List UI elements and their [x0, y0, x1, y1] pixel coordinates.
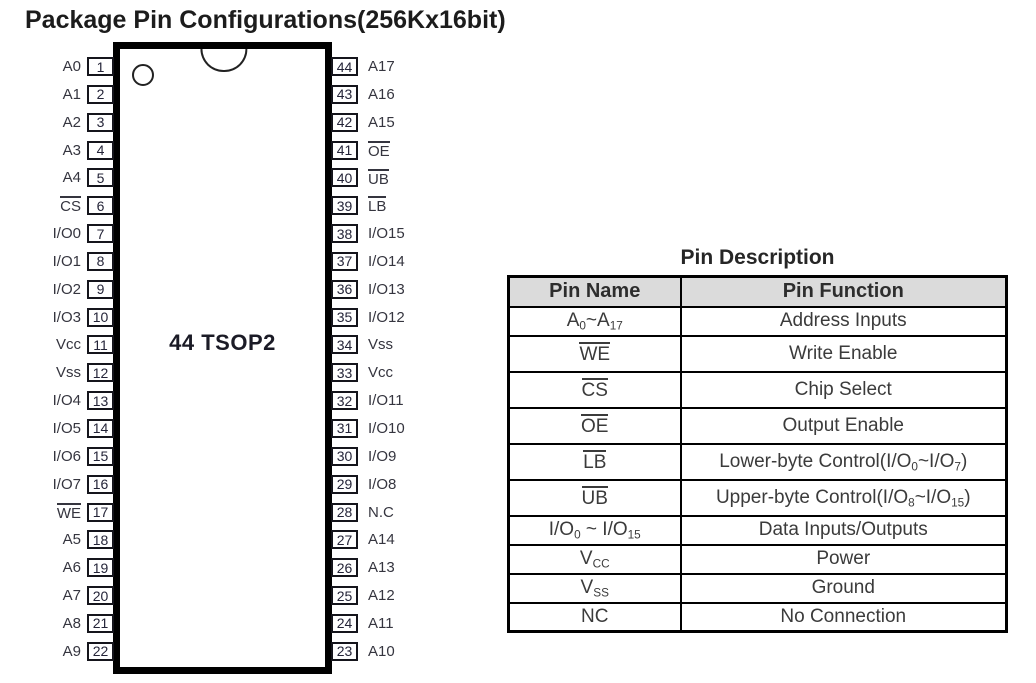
pin-number: 26 — [336, 559, 353, 576]
pin-row — [331, 335, 481, 354]
text: CS — [581, 379, 608, 401]
pin-row — [331, 642, 481, 661]
pin-signal-label: A15 — [368, 113, 395, 131]
pin-number-box — [331, 168, 358, 187]
pin-signal-label: A9 — [62, 642, 81, 660]
pin-row — [331, 614, 481, 633]
pin-name-cell — [509, 372, 681, 408]
text: Chip Select — [794, 378, 892, 400]
subscript-text: 15 — [627, 528, 641, 542]
pin-number: 20 — [92, 587, 109, 604]
package-notch — [200, 49, 247, 72]
pin-row — [331, 57, 481, 76]
pin-number: 27 — [336, 531, 353, 548]
pin-number-box — [87, 475, 114, 494]
subscript-text: 15 — [951, 495, 965, 509]
pin-number-box — [87, 419, 114, 438]
pin-description-section — [507, 246, 1008, 633]
pin-number: 10 — [92, 309, 109, 326]
pin-number-box — [331, 113, 358, 132]
pin-name-cell — [509, 545, 681, 574]
pin-name — [580, 548, 610, 569]
pin-row — [18, 447, 114, 466]
pin-number-box — [87, 614, 114, 633]
pin-number: 33 — [336, 364, 353, 381]
pin-number: 23 — [336, 643, 353, 660]
pin-name — [583, 450, 606, 473]
text: Ground — [811, 577, 875, 598]
pin-number-box — [87, 196, 114, 215]
pin-signal-label: A8 — [62, 614, 81, 632]
text: LB — [583, 451, 607, 473]
pin-function-cell — [681, 516, 1007, 545]
pin-row — [18, 363, 114, 382]
pin-number: 36 — [336, 281, 353, 298]
pin-signal-label: CS — [60, 198, 81, 216]
pin-signal-label: A5 — [62, 531, 81, 549]
pin-number: 13 — [92, 392, 109, 409]
subscript-text: CC — [592, 557, 610, 571]
table-row — [509, 480, 1007, 516]
pin-name — [581, 414, 608, 437]
pin-signal-label: I/O3 — [52, 308, 81, 326]
pin-number: 41 — [336, 142, 353, 159]
pin-number-box — [331, 558, 358, 577]
pin-signal-label: I/O10 — [368, 419, 405, 437]
text: WE — [579, 343, 611, 365]
pin-number: 6 — [96, 197, 105, 214]
pin-row — [331, 224, 481, 243]
pin-row — [331, 391, 481, 410]
pin-column-left — [18, 57, 114, 661]
pin-signal-label: A7 — [62, 587, 81, 605]
pin-row — [18, 614, 114, 633]
pin-number-box — [87, 113, 114, 132]
text: ~A — [585, 310, 610, 331]
pin-signal-label: A3 — [62, 141, 81, 159]
pin-signal-label: Vss — [55, 364, 81, 382]
pin-description-title: Pin Description — [680, 246, 835, 269]
pin-number-box — [87, 363, 114, 382]
subscript-text: 17 — [609, 319, 623, 333]
pin-number-box — [331, 614, 358, 633]
pin-function-cell — [681, 545, 1007, 574]
pin-signal-label: LB — [368, 198, 387, 216]
pin-name — [581, 577, 609, 598]
pin-name-cell — [509, 603, 681, 632]
pin-signal-label: A16 — [368, 85, 395, 103]
pin-signal-label: UB — [368, 170, 389, 188]
subscript-text: 7 — [954, 459, 961, 473]
pin-number-box — [331, 642, 358, 661]
pin-number-box — [87, 85, 114, 104]
text: ~I/O — [914, 486, 952, 508]
pin-number: 35 — [336, 309, 353, 326]
pin-row — [331, 141, 481, 160]
pin-name-cell — [509, 307, 681, 336]
pin-number: 4 — [96, 142, 105, 159]
pin-number-box — [87, 530, 114, 549]
pin-number: 16 — [92, 476, 109, 493]
text: NC — [581, 605, 609, 627]
text: V — [580, 577, 594, 598]
pin-signal-label: I/O6 — [52, 447, 81, 465]
pin-row — [18, 335, 114, 354]
pin-function-cell — [681, 336, 1007, 372]
pin-row — [18, 113, 114, 132]
text: Address Inputs — [779, 310, 907, 331]
pin-number: 30 — [336, 448, 353, 465]
pin-name-cell — [509, 574, 681, 603]
pin-number: 44 — [336, 58, 353, 75]
pin-number: 39 — [336, 197, 353, 214]
pin-name-cell — [509, 408, 681, 444]
pin-number: 17 — [92, 504, 109, 520]
pin-name-cell — [509, 336, 681, 372]
pin-number: 25 — [336, 587, 353, 604]
text: ) — [964, 486, 971, 508]
pin-number-box — [331, 335, 358, 354]
pin-name — [579, 342, 610, 365]
pin-signal-label: A0 — [62, 58, 81, 75]
pin-name-cell — [509, 444, 681, 480]
pin-row — [331, 85, 481, 104]
pin-signal-label: A4 — [62, 169, 81, 187]
pin-row — [18, 475, 114, 494]
pin-number: 19 — [92, 559, 109, 576]
pin-number-box — [87, 503, 114, 522]
pin-signal-label: I/O15 — [368, 225, 405, 243]
pin-row — [331, 586, 481, 605]
pin-row — [331, 475, 481, 494]
pin-row — [18, 85, 114, 104]
text: Output Enable — [782, 414, 904, 436]
pin-signal-label: A11 — [368, 614, 394, 632]
pin-number-box — [331, 224, 358, 243]
table-row — [509, 408, 1007, 444]
pin-signal-label: A14 — [368, 531, 395, 549]
subscript-text: 0 — [579, 319, 586, 333]
pin-row — [331, 363, 481, 382]
text: Lower-byte Control(I/O — [719, 450, 912, 472]
pin-number-box — [87, 391, 114, 410]
pin-signal-label: N.C — [368, 503, 394, 521]
pin-signal-label: A1 — [62, 85, 81, 103]
pin-number-box — [87, 558, 114, 577]
pin-row — [331, 503, 481, 522]
pin-signal-label: I/O12 — [368, 308, 405, 326]
pin-number: 1 — [96, 58, 105, 75]
pin-number-box — [87, 224, 114, 243]
pin-number: 43 — [336, 86, 353, 103]
pin-signal-label: I/O5 — [52, 419, 81, 437]
pin-row — [18, 224, 114, 243]
pin-number-box — [331, 586, 358, 605]
subscript-text: 0 — [574, 528, 581, 542]
pin-signal-label: I/O1 — [52, 252, 81, 270]
text: Upper-byte Control(I/O — [715, 486, 909, 508]
pin-row — [331, 558, 481, 577]
pin-number: 34 — [336, 336, 353, 353]
pin-row — [18, 280, 114, 299]
pin-name — [581, 606, 608, 627]
pin-number-box — [331, 57, 358, 76]
table-row — [509, 336, 1007, 372]
pin-number-box — [87, 280, 114, 299]
text: A — [566, 310, 580, 331]
pin-function-cell — [681, 480, 1007, 516]
column-header-pin-function: Pin Function — [681, 277, 1007, 307]
pin-signal-label: A2 — [62, 113, 81, 131]
pin-signal-label: I/O11 — [368, 392, 404, 410]
subscript-text: SS — [593, 586, 609, 600]
pin-row — [18, 196, 114, 215]
pin-row — [18, 586, 114, 605]
pin-number: 9 — [96, 281, 105, 298]
pin-name-cell — [509, 516, 681, 545]
pin-function-cell — [681, 408, 1007, 444]
pin-number-box — [87, 57, 114, 76]
pin-number: 12 — [92, 364, 109, 381]
pin-number-box — [331, 503, 358, 522]
pin-number: 22 — [92, 643, 109, 660]
pin-signal-label: I/O13 — [368, 280, 405, 298]
pin-number-box — [331, 391, 358, 410]
pin-row — [331, 530, 481, 549]
pin-row — [18, 141, 114, 160]
pin-number: 11 — [93, 336, 108, 353]
pin-row — [18, 503, 114, 522]
pin-number-box — [87, 168, 114, 187]
pin-signal-label: I/O0 — [52, 225, 81, 243]
pin-row — [331, 113, 481, 132]
pin-number-box — [87, 308, 114, 327]
pin-number: 5 — [96, 169, 105, 186]
text: I/O — [548, 519, 575, 540]
chip-package-outline — [113, 42, 332, 674]
pin-number: 42 — [336, 114, 353, 131]
pin-number-box — [331, 475, 358, 494]
pin-signal-label: WE — [56, 504, 81, 522]
pin-number-box — [87, 447, 114, 466]
package-type-label: 44 TSOP2 — [169, 330, 276, 355]
pin-signal-label: I/O14 — [368, 252, 405, 270]
text: V — [579, 548, 593, 569]
pin-number: 29 — [336, 476, 353, 493]
pin-number-box — [331, 252, 358, 271]
table-header-row — [509, 277, 1007, 307]
pin-number-box — [87, 335, 114, 354]
text: ~I/O — [917, 450, 955, 472]
pin-row — [331, 196, 481, 215]
pin-number-box — [87, 642, 114, 661]
pin-signal-label: A17 — [368, 58, 395, 75]
pin-signal-label: A6 — [62, 559, 81, 577]
text: No Connection — [780, 605, 907, 627]
text: Data Inputs/Outputs — [758, 519, 928, 540]
pin-signal-label: A12 — [368, 587, 395, 605]
pin-row — [18, 308, 114, 327]
subscript-text: 8 — [908, 495, 915, 509]
pin-number: 24 — [336, 615, 353, 632]
pin-row — [18, 57, 114, 76]
pin-name — [567, 310, 623, 331]
pin-signal-label: Vcc — [55, 336, 81, 354]
pin-number: 28 — [336, 504, 353, 520]
table-row — [509, 444, 1007, 480]
pin-number: 7 — [96, 225, 105, 242]
pin-function-cell — [681, 444, 1007, 480]
pin-number-box — [331, 530, 358, 549]
pin-signal-label: I/O7 — [52, 475, 81, 493]
pin-name — [582, 378, 608, 401]
pin-signal-label: I/O2 — [52, 280, 81, 298]
pin-number: 14 — [92, 420, 109, 437]
pin-number-box — [87, 141, 114, 160]
table-row — [509, 603, 1007, 632]
text: UB — [581, 487, 608, 509]
pin-number-box — [331, 447, 358, 466]
pin-number-box — [87, 586, 114, 605]
pin-number: 18 — [92, 531, 109, 548]
pin-row — [331, 252, 481, 271]
pin-name-cell — [509, 480, 681, 516]
pin-number: 2 — [96, 86, 105, 103]
pin-signal-label: I/O4 — [52, 392, 81, 410]
pin-number-box — [331, 85, 358, 104]
pin-function-cell — [681, 372, 1007, 408]
pin-function-cell — [681, 574, 1007, 603]
pin-number-box — [331, 196, 358, 215]
pin-row — [331, 308, 481, 327]
pin-function-cell — [681, 307, 1007, 336]
pin-description-table — [507, 275, 1008, 633]
pin-number-box — [331, 363, 358, 382]
pin-number: 38 — [336, 225, 353, 242]
pin-signal-label: A10 — [368, 642, 395, 660]
table-row — [509, 372, 1007, 408]
pin-name — [549, 519, 641, 540]
pin-function-cell — [681, 603, 1007, 632]
table-row — [509, 307, 1007, 336]
pin-number-box — [331, 419, 358, 438]
pin-signal-label: Vcc — [368, 364, 394, 382]
text: ) — [960, 450, 968, 472]
pin-row — [331, 168, 481, 187]
pin-signal-label: OE — [368, 142, 390, 160]
pin-number-box — [331, 308, 358, 327]
pin-row — [331, 447, 481, 466]
table-row — [509, 574, 1007, 603]
page-title: Package Pin Configurations(256Kx16bit) — [25, 6, 506, 34]
pin-number: 21 — [92, 615, 109, 632]
pin-row — [18, 419, 114, 438]
pin-number: 37 — [336, 253, 353, 270]
pin-signal-label: A13 — [368, 559, 395, 577]
pin-row — [18, 391, 114, 410]
pin-number-box — [87, 252, 114, 271]
pin-row — [18, 530, 114, 549]
pin-number-box — [331, 141, 358, 160]
pin1-indicator-dot — [132, 64, 154, 86]
text: Power — [816, 548, 871, 569]
pin-row — [331, 419, 481, 438]
pin-number: 32 — [336, 392, 353, 409]
text: Write Enable — [789, 342, 898, 364]
pin-number-box — [331, 280, 358, 299]
pin-number: 40 — [336, 169, 353, 186]
pin-signal-label: I/O8 — [368, 475, 397, 493]
table-row — [509, 545, 1007, 574]
pin-signal-label: Vss — [368, 336, 394, 354]
subscript-text: 0 — [911, 459, 918, 473]
pin-row — [18, 252, 114, 271]
table-row — [509, 516, 1007, 545]
text: OE — [581, 415, 609, 437]
pin-name — [582, 486, 608, 509]
pin-signal-label: I/O9 — [368, 447, 397, 465]
pin-number: 3 — [96, 114, 105, 131]
pin-column-right — [331, 57, 481, 661]
pin-row — [18, 558, 114, 577]
pin-number: 31 — [336, 420, 353, 437]
pin-row — [331, 280, 481, 299]
pin-row — [18, 168, 114, 187]
column-header-pin-name: Pin Name — [509, 277, 681, 307]
pin-row — [18, 642, 114, 661]
pin-number: 15 — [92, 448, 109, 465]
pin-number: 8 — [96, 253, 105, 270]
text: ~ I/O — [580, 519, 628, 540]
